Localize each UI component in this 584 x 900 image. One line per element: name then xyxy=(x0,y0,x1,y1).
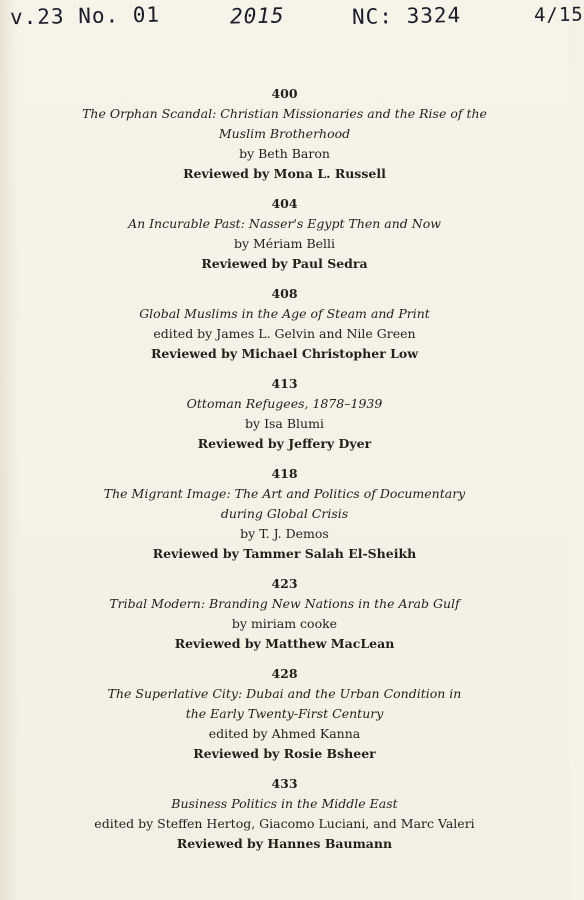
book-title-line: Business Politics in the Middle East xyxy=(171,796,398,811)
handwritten-volume-issue: v.23 No. 01 xyxy=(9,2,161,30)
book-byline: by T. J. Demos xyxy=(240,526,329,541)
book-title-line: during Global Crisis xyxy=(220,506,349,521)
book-byline: by Isa Blumi xyxy=(245,416,324,431)
page-number: 413 xyxy=(271,376,298,391)
page-number: 428 xyxy=(271,666,298,681)
review-entry xyxy=(0,774,569,854)
reviewer-line: Reviewed by Rosie Bsheer xyxy=(193,746,376,761)
reviewer-line: Reviewed by Michael Christopher Low xyxy=(150,346,419,361)
book-title-line: Tribal Modern: Branding New Nations in the Arab Gulf xyxy=(109,596,460,611)
book-title-line: Muslim Brotherhood xyxy=(218,126,351,141)
book-byline: by miriam cooke xyxy=(231,616,338,631)
book-byline: edited by James L. Gelvin and Nile Green xyxy=(153,326,416,341)
page-number: 433 xyxy=(271,776,298,791)
book-byline: edited by Steffen Hertog, Giacomo Luciani, and Marc Valeri xyxy=(94,816,475,831)
reviewer-line: Reviewed by Mona L. Russell xyxy=(183,166,386,181)
review-entry xyxy=(0,194,569,274)
review-entry xyxy=(0,84,569,184)
review-entry xyxy=(0,284,569,364)
handwritten-call-number: NC: 3324 xyxy=(351,3,462,29)
reviewer-line: Reviewed by Jeffery Dyer xyxy=(197,436,372,451)
book-title-line: The Superlative City: Dubai and the Urban Condition in xyxy=(107,686,462,701)
book-byline: by Beth Baron xyxy=(239,146,330,161)
review-entry xyxy=(0,374,569,454)
review-entry xyxy=(0,574,569,654)
review-entry xyxy=(0,464,569,564)
reviewer-line: Reviewed by Hannes Baumann xyxy=(176,836,393,851)
book-title-line: Global Muslims in the Age of Steam and Print xyxy=(139,306,430,321)
book-review-list xyxy=(0,84,569,864)
book-title-line: Ottoman Refugees, 1878–1939 xyxy=(186,396,383,411)
page-number: 400 xyxy=(271,86,298,101)
handwritten-date: 4/15 xyxy=(533,3,584,27)
reviewer-line: Reviewed by Paul Sedra xyxy=(201,256,368,271)
page-number: 418 xyxy=(271,466,298,481)
handwritten-year: 2015 xyxy=(229,3,285,29)
book-title-line: The Orphan Scandal: Christian Missionaries and the Rise of the xyxy=(82,106,487,121)
book-title-line: The Migrant Image: The Art and Politics of Documentary xyxy=(103,486,466,501)
book-byline: edited by Ahmed Kanna xyxy=(208,726,361,741)
reviewer-line: Reviewed by Matthew MacLean xyxy=(174,636,395,651)
book-byline: by Mériam Belli xyxy=(233,236,336,251)
review-entry xyxy=(0,664,569,764)
book-title-line: An Incurable Past: Nasser's Egypt Then and Now xyxy=(128,216,441,231)
page-number: 408 xyxy=(271,286,298,301)
reviewer-line: Reviewed by Tammer Salah El-Sheikh xyxy=(152,546,417,561)
book-title-line: the Early Twenty-First Century xyxy=(185,706,384,721)
page-number: 423 xyxy=(271,576,298,591)
page-number: 404 xyxy=(271,196,298,211)
